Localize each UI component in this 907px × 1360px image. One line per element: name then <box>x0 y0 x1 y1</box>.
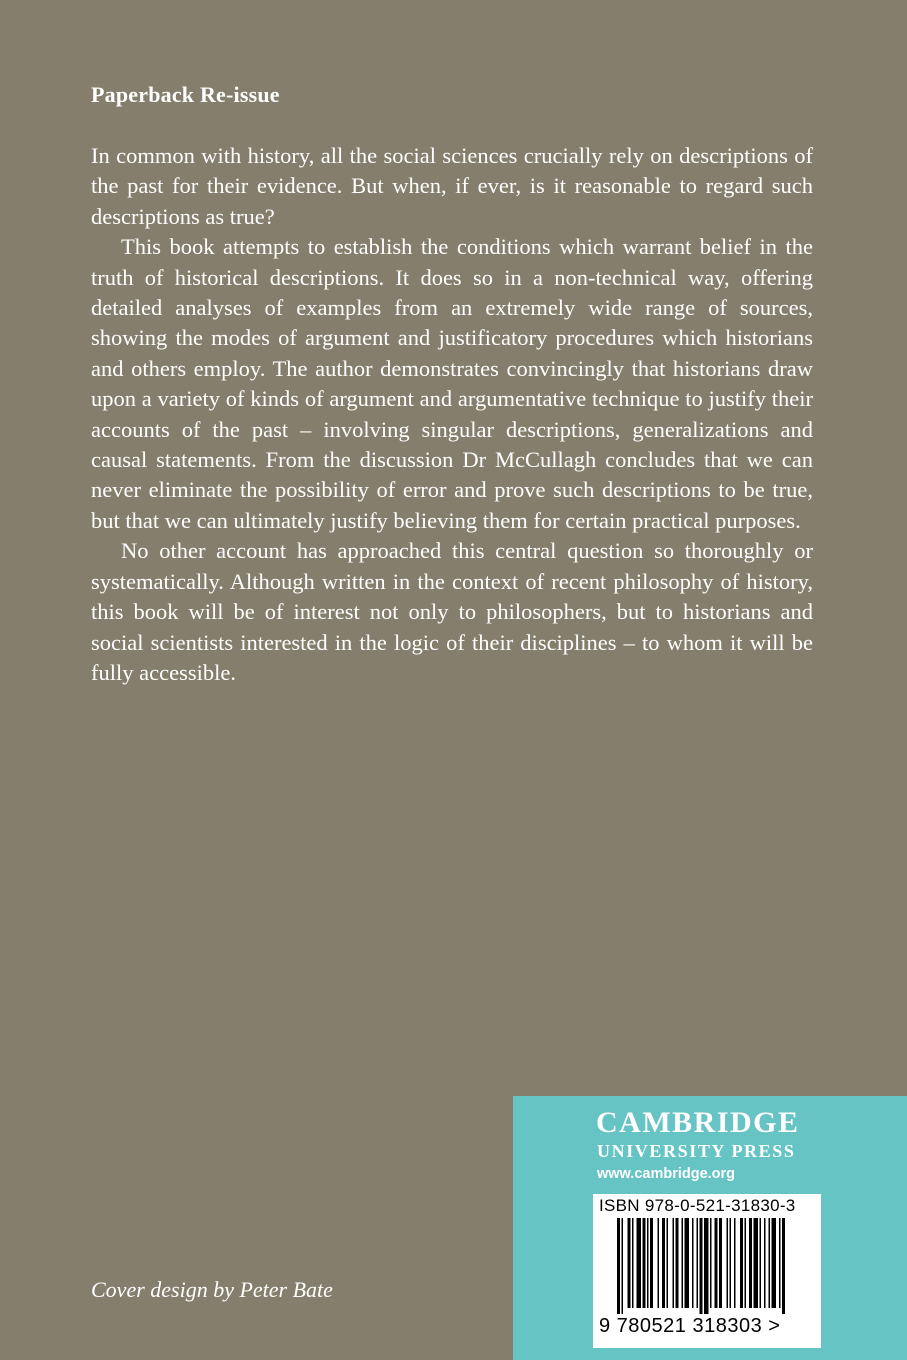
barcode-bar <box>730 1218 732 1308</box>
barcode-bar <box>692 1218 694 1308</box>
barcode-bar <box>658 1218 660 1308</box>
barcode-bar <box>667 1218 669 1308</box>
publisher-panel <box>513 1096 907 1360</box>
isbn-barcode <box>593 1194 821 1348</box>
description-paragraph-1: In common with history, all the social sciences crucially rely on descriptions of the past for their evidence. But when, if ever, is it reasonable to regard such descriptions as true? <box>91 143 813 229</box>
description-paragraph-3: No other account has approached this central question so thoroughly or systematically. Although written in the context of recent philosophy of history, this book will be of interest not only to philosophers, but to historians and social scientists interested in the logic of their disciplines – to whom it will be fully accessible. <box>91 538 813 685</box>
barcode-bar <box>754 1218 759 1308</box>
barcode-bar <box>719 1218 722 1308</box>
barcode-bar <box>779 1218 781 1308</box>
barcode-bar <box>704 1218 709 1314</box>
publisher-subtitle: UNIVERSITY PRESS <box>597 1141 796 1161</box>
barcode-bar <box>740 1218 743 1308</box>
barcode-bar <box>682 1218 684 1308</box>
barcode-bar <box>734 1218 736 1308</box>
reissue-label: Paperback Re-issue <box>91 82 280 107</box>
barcode-bar <box>673 1218 675 1308</box>
barcode-bars <box>593 1216 821 1316</box>
barcode-bar <box>772 1218 777 1308</box>
barcode-bar <box>622 1218 624 1314</box>
barcode-bar <box>676 1218 679 1308</box>
book-description <box>91 141 813 688</box>
isbn-label: ISBN 978-0-521-31830-3 <box>599 1196 796 1215</box>
barcode-bar <box>727 1218 729 1308</box>
barcode-bar <box>710 1218 712 1308</box>
barcode-bar <box>700 1218 703 1314</box>
barcode-bar <box>769 1218 771 1308</box>
barcode-bar <box>647 1218 649 1308</box>
barcode-bar <box>715 1218 718 1308</box>
barcode-bar <box>782 1218 785 1314</box>
barcode-bar <box>662 1218 665 1308</box>
barcode-bar <box>697 1218 699 1308</box>
barcode-bar <box>745 1218 747 1308</box>
barcode-bar <box>637 1218 642 1308</box>
barcode-bar <box>764 1218 766 1308</box>
barcode-bar <box>685 1218 690 1308</box>
publisher-name: CAMBRIDGE <box>596 1106 800 1139</box>
barcode-bar <box>628 1218 631 1308</box>
description-paragraph-2: This book attempts to establish the conditions which warrant belief in the truth of historical descriptions. It does so in a non-technical way, offering detailed analyses of examples from an extremely wide range of sources, showing the modes of argument and justificatory procedures which historians and others employ. The author demonstrates convincingly that historians draw upon a variety of kinds of argument and argumentative technique to justify their accounts of the past – involving singular descriptions, generalizations and causal statements. From the discussion Dr McCullagh concludes that we can never eliminate the possibility of error and prove such descriptions to be true, but that we can ultimately justify believing them for certain practical purposes. <box>91 234 813 533</box>
barcode-bar <box>650 1218 653 1308</box>
publisher-url: www.cambridge.org <box>597 1166 736 1182</box>
barcode-bar <box>643 1218 646 1308</box>
barcode-bar <box>632 1218 634 1308</box>
barcode-bar <box>617 1218 620 1314</box>
barcode-digits: 9 780521 318303 > <box>599 1315 781 1337</box>
barcode-bar <box>749 1218 752 1308</box>
barcode-bar <box>760 1218 762 1308</box>
cover-design-credit: Cover design by Peter Bate <box>91 1277 333 1302</box>
